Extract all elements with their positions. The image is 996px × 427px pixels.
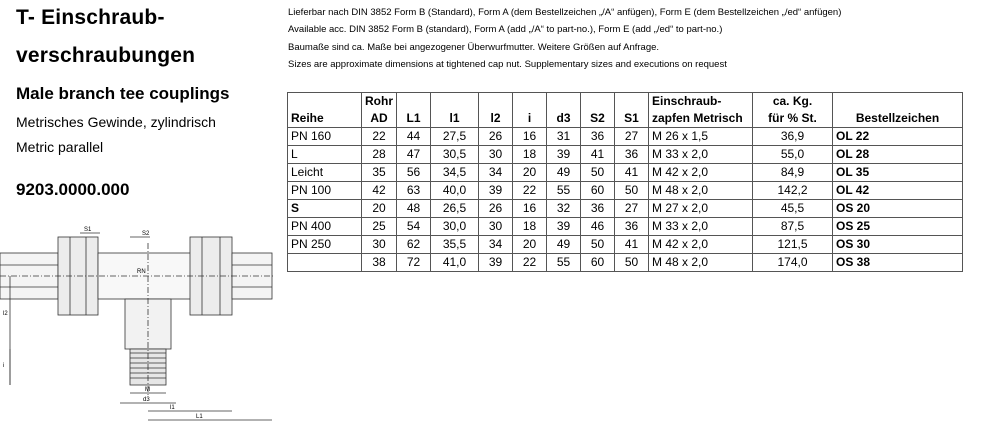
header-cell: zapfen Metrisch [649, 110, 753, 128]
cell-ad: 22 [362, 128, 397, 146]
cell-L1: 56 [397, 164, 431, 182]
cell-series: Leicht [288, 164, 362, 182]
cell-series [288, 254, 362, 272]
cell-weight: 121,5 [753, 236, 833, 254]
header-cell: S2 [581, 110, 615, 128]
label-m: M [145, 387, 150, 393]
table-row [288, 164, 963, 182]
subtitle: Male branch tee couplings [16, 84, 230, 103]
cell-L1: 63 [397, 182, 431, 200]
header-cell: d3 [547, 110, 581, 128]
header-cell [288, 93, 362, 111]
article-code: 9203.0000.000 [16, 180, 130, 199]
title-line-1: T- Einschraub- [16, 6, 165, 29]
cell-ad: 35 [362, 164, 397, 182]
notes-block [288, 4, 841, 73]
cell-series: S [288, 200, 362, 218]
header-cell: AD [362, 110, 397, 128]
cell-order-code: OS 38 [833, 254, 963, 272]
cell-i: 18 [513, 146, 547, 164]
label-i: i [3, 363, 5, 369]
table-row [288, 182, 963, 200]
label-l2: l2 [3, 311, 8, 317]
header-cell: l1 [431, 110, 479, 128]
cell-d3: 32 [547, 200, 581, 218]
header-cell: Rohr [362, 93, 397, 111]
cell-thread: M 42 x 2,0 [649, 236, 753, 254]
cell-i: 20 [513, 236, 547, 254]
header-cell [431, 93, 479, 111]
cell-series: PN 400 [288, 218, 362, 236]
cell-ad: 25 [362, 218, 397, 236]
cell-s2: 36 [581, 128, 615, 146]
cell-series: L [288, 146, 362, 164]
cell-d3: 49 [547, 236, 581, 254]
header-cell [581, 93, 615, 111]
cell-thread: M 48 x 2,0 [649, 254, 753, 272]
cell-ad: 30 [362, 236, 397, 254]
cell-series: PN 100 [288, 182, 362, 200]
cell-weight: 142,2 [753, 182, 833, 200]
cell-s2: 50 [581, 236, 615, 254]
cell-L1: 54 [397, 218, 431, 236]
cell-thread: M 33 x 2,0 [649, 146, 753, 164]
header-cell: L1 [397, 110, 431, 128]
cell-weight: 55,0 [753, 146, 833, 164]
cell-d3: 39 [547, 218, 581, 236]
cell-L1: 48 [397, 200, 431, 218]
cell-order-code: OS 20 [833, 200, 963, 218]
table-row [288, 146, 963, 164]
cell-order-code: OL 28 [833, 146, 963, 164]
table-header-row [288, 110, 963, 128]
table-header-row [288, 93, 963, 111]
cell-s1: 36 [615, 146, 649, 164]
cell-weight: 36,9 [753, 128, 833, 146]
cell-thread: M 33 x 2,0 [649, 218, 753, 236]
cell-i: 20 [513, 164, 547, 182]
cell-d3: 31 [547, 128, 581, 146]
label-l1-small: l1 [170, 405, 175, 411]
cell-series: PN 160 [288, 128, 362, 146]
cell-l2: 34 [479, 236, 513, 254]
cell-L1: 44 [397, 128, 431, 146]
cell-d3: 55 [547, 254, 581, 272]
cell-s1: 27 [615, 128, 649, 146]
description-english: Metric parallel [16, 139, 104, 155]
dimension-table [287, 92, 963, 272]
cell-weight: 45,5 [753, 200, 833, 218]
header-cell [397, 93, 431, 111]
cell-ad: 42 [362, 182, 397, 200]
header-cell: Reihe [288, 110, 362, 128]
fitting-drawing [0, 215, 275, 427]
header-cell: i [513, 110, 547, 128]
cell-l1: 30,0 [431, 218, 479, 236]
cell-s1: 41 [615, 164, 649, 182]
cell-l1: 41,0 [431, 254, 479, 272]
header-cell [615, 93, 649, 111]
cell-l1: 34,5 [431, 164, 479, 182]
cell-s1: 27 [615, 200, 649, 218]
cell-thread: M 42 x 2,0 [649, 164, 753, 182]
cell-thread: M 27 x 2,0 [649, 200, 753, 218]
cell-d3: 39 [547, 146, 581, 164]
cell-ad: 38 [362, 254, 397, 272]
cell-L1: 47 [397, 146, 431, 164]
cell-l2: 30 [479, 218, 513, 236]
cell-ad: 28 [362, 146, 397, 164]
cell-s2: 50 [581, 164, 615, 182]
note-line: Sizes are approximate dimensions at tightened cap nut. Supplementary sizes and executions on request [288, 58, 727, 70]
header-cell [833, 93, 963, 111]
cell-l1: 30,5 [431, 146, 479, 164]
header-cell: Bestellzeichen [833, 110, 963, 128]
cell-l1: 40,0 [431, 182, 479, 200]
cell-s2: 60 [581, 182, 615, 200]
table-row [288, 200, 963, 218]
cell-i: 18 [513, 218, 547, 236]
cell-ad: 20 [362, 200, 397, 218]
cell-l2: 39 [479, 254, 513, 272]
cell-i: 22 [513, 254, 547, 272]
cell-l2: 26 [479, 200, 513, 218]
cell-s1: 36 [615, 218, 649, 236]
cell-l1: 27,5 [431, 128, 479, 146]
cell-s1: 50 [615, 254, 649, 272]
cell-l2: 26 [479, 128, 513, 146]
note-line: Lieferbar nach DIN 3852 Form B (Standard), Form A (dem Bestellzeichen „/A“ anfügen), Form E (dem Bestellzeichen „/ed“ anfügen) [288, 7, 842, 18]
cell-order-code: OL 22 [833, 128, 963, 146]
label-rn: RN [137, 269, 146, 275]
table-row [288, 128, 963, 146]
description-german: Metrisches Gewinde, zylindrisch [16, 114, 216, 130]
cell-series: PN 250 [288, 236, 362, 254]
header-cell [513, 93, 547, 111]
cell-s2: 46 [581, 218, 615, 236]
title-line-2: verschraubungen [16, 44, 196, 67]
cell-thread: M 48 x 2,0 [649, 182, 753, 200]
cell-s1: 41 [615, 236, 649, 254]
header-cell [547, 93, 581, 111]
cell-i: 22 [513, 182, 547, 200]
header-cell: S1 [615, 110, 649, 128]
header-cell: l2 [479, 110, 513, 128]
header-cell: für % St. [753, 110, 833, 128]
header-cell: ca. Kg. [753, 93, 833, 111]
table-row [288, 254, 963, 272]
cell-d3: 55 [547, 182, 581, 200]
cell-l1: 35,5 [431, 236, 479, 254]
cell-l1: 26,5 [431, 200, 479, 218]
cell-d3: 49 [547, 164, 581, 182]
cell-order-code: OS 25 [833, 218, 963, 236]
cell-i: 16 [513, 128, 547, 146]
cell-s2: 36 [581, 200, 615, 218]
cell-i: 16 [513, 200, 547, 218]
label-L1: L1 [196, 414, 203, 420]
table-row [288, 218, 963, 236]
cell-s1: 50 [615, 182, 649, 200]
cell-thread: M 26 x 1,5 [649, 128, 753, 146]
cell-s2: 60 [581, 254, 615, 272]
cell-order-code: OL 35 [833, 164, 963, 182]
cell-weight: 174,0 [753, 254, 833, 272]
label-s1: S1 [84, 227, 92, 233]
header-cell: Einschraub- [649, 93, 753, 111]
cell-l2: 34 [479, 164, 513, 182]
label-d3: d3 [143, 397, 150, 403]
table-row [288, 236, 963, 254]
cell-L1: 62 [397, 236, 431, 254]
header-cell [479, 93, 513, 111]
cell-L1: 72 [397, 254, 431, 272]
note-line: Available acc. DIN 3852 Form B (standard), Form A (add „/A“ to part-no.), Form E (add „/ed“ to part-no.) [288, 24, 723, 36]
cell-weight: 84,9 [753, 164, 833, 182]
cell-l2: 39 [479, 182, 513, 200]
note-line: Baumaße sind ca. Maße bei angezogener Überwurfmutter. Weitere Größen auf Anfrage. [288, 41, 660, 53]
cell-s2: 41 [581, 146, 615, 164]
cell-order-code: OL 42 [833, 182, 963, 200]
cell-order-code: OS 30 [833, 236, 963, 254]
cell-l2: 30 [479, 146, 513, 164]
cell-weight: 87,5 [753, 218, 833, 236]
label-s2: S2 [142, 231, 150, 237]
